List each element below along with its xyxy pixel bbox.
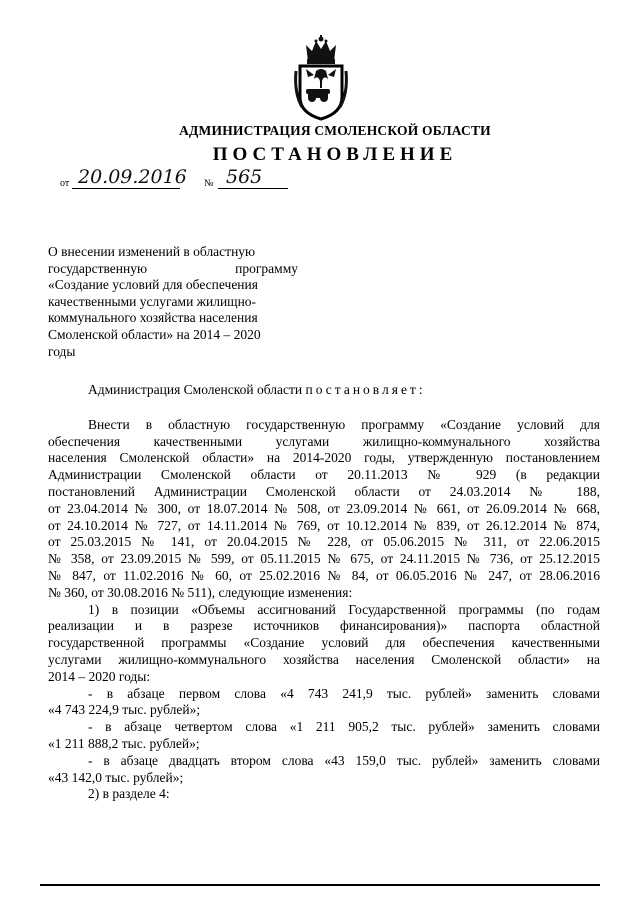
document-type: ПОСТАНОВЛЕНИЕ [212, 144, 458, 165]
body-line: от 25.03.2015 № 141, от 20.04.2015 № 228, от 05.06.2015 № 311, от 22.06.2015 [48, 534, 600, 550]
body-line: № 358, от 23.09.2015 № 599, от 05.11.2015 № 675, от 24.11.2015 № 736, от 25.12.2015 [48, 551, 600, 567]
date-number-line [60, 168, 300, 192]
preamble-text: Администрация Смоленской области [88, 382, 303, 397]
coat-of-arms-icon [292, 35, 350, 121]
date-label: от [60, 178, 70, 189]
title-line: О внесении изменений в областную [48, 244, 256, 259]
title-line: качественными услугами жилищно- [48, 293, 257, 309]
body-line: населения Смоленской области» на 2014-2020 годы, утвержденную постановлением [48, 450, 600, 466]
title-line: «Создание условий для обеспечения [48, 277, 258, 293]
preamble [48, 382, 600, 399]
number-label: № [204, 178, 214, 189]
body-line: реализации и в разрезе источников финансирования)» паспорта областной [48, 618, 600, 634]
number-value: 565 [226, 166, 263, 188]
body-line: государственной программы «Создание условий для обеспечения качественными [48, 635, 600, 651]
body-line: постановлений Администрации Смоленской области от 24.03.2014 № 188, [48, 483, 600, 499]
document-body [48, 382, 600, 803]
body-line: услугами жилищно-коммунального хозяйства населения Смоленской области» на [48, 651, 600, 667]
body-line: № 847, от 11.02.2016 № 60, от 25.02.2016 № 84, от 06.05.2016 № 247, от 28.06.2016 [48, 567, 600, 583]
body-line: обеспечения качественными услугами жилищно-коммунального хозяйства [48, 433, 600, 449]
title-line: коммунального хозяйства населения [48, 310, 258, 326]
organization-name: АДМИНИСТРАЦИЯ СМОЛЕНСКОЙ ОБЛАСТИ [179, 123, 491, 138]
title-line: государственную программу [48, 260, 298, 276]
body-line: 2) в разделе 4: [88, 786, 170, 802]
body-line: от 24.10.2014 № 727, от 14.11.2014 № 769, от 10.12.2014 № 839, от 26.12.2014 № 874, [48, 517, 600, 533]
body-line: Администрации Смоленской области от 20.11.2013 № 929 (в редакции [48, 467, 600, 483]
title-line: Смоленской области» на 2014 – 2020 [48, 326, 261, 342]
body-line: «1 211 888,2 тыс. рублей»; [48, 735, 200, 751]
number-underline [218, 188, 288, 189]
body-line: Внести в областную государственную программу «Создание условий для [88, 416, 600, 432]
body-line: 2014 – 2020 годы: [48, 668, 151, 684]
document-title [48, 244, 298, 360]
body-line: 1) в позиции «Объемы ассигнований Государственной программы (по годам [88, 601, 600, 617]
body-line: «43 142,0 тыс. рублей»; [48, 769, 184, 785]
body-line: - в абзаце первом слова «4 743 241,9 тыс. рублей» заменить словами [88, 685, 600, 701]
body-line: - в абзаце двадцать втором слова «43 159,0 тыс. рублей» заменить словами [88, 752, 600, 768]
body-line: № 360, от 30.08.2016 № 511), следующие изменения: [48, 584, 353, 600]
body-line: «4 743 224,9 тыс. рублей»; [48, 702, 201, 718]
date-underline [72, 188, 180, 189]
title-line: годы [48, 343, 76, 359]
preamble-verb: постановляет: [305, 382, 426, 397]
date-value: 20.09.2016 [78, 166, 187, 188]
bottom-rule [40, 884, 600, 886]
body-line: - в абзаце четвертом слова «1 211 905,2 тыс. рублей» заменить словами [88, 719, 600, 735]
body-line: от 23.04.2014 № 300, от 18.07.2014 № 508, от 23.09.2014 № 661, от 26.09.2014 № 668, [48, 500, 600, 516]
